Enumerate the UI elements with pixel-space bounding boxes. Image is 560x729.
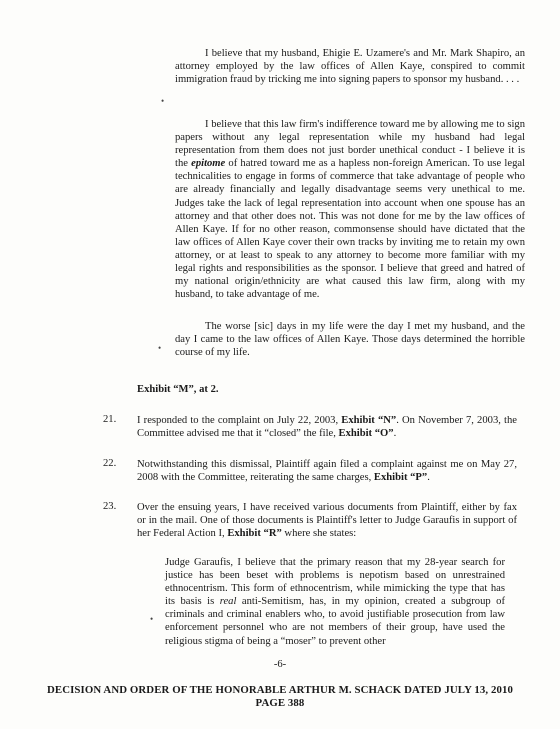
quote-paragraph-2	[175, 118, 525, 301]
quote-p2-emphasis: epitome	[191, 158, 226, 170]
paragraph-21: I responded to the complaint on July 22, 2003, Exhibit “N”. On November 7, 2003, the Committee advised me that it “closed” the file, Exhibit “O”.	[137, 415, 517, 440]
paragraph-23: Over the ensuing years, I have received various documents from Plaintiff, either by fax or in the mail. One of those documents is Plaintiff's letter to Judge Garaufis in support of her Federal Action I, Exhibit “R” where she states:	[137, 502, 517, 540]
exhibit-m-reference: Exhibit “M”, at 2.	[137, 384, 219, 395]
quote-p2-text-b: of hatred toward me as a hapless non-foreign American. To use legal technicalities to engage in forms of commerce that take advantage of people who are already financially and legally disadvantage seems very unethical to me. Judges take the lack of legal representation into account when one spouse has an attorney and that other does not. This was not done for me by the law offices of Allen Kaye. If for no other reason, commonsense should have dictated that the law offices of Allen Kaye cover their own tracks by inviting me to retain my own attorney, or at least to speak to any attorney to become more familiar with my legal rights and responsibilities as the sponsor. I believe that greed and hatred of my national origin/ethnicity are what caused this law firm, along with my husband, to take advantage of me.	[175, 158, 526, 301]
quote-paragraph-1	[175, 47, 525, 86]
stray-mark: •	[150, 614, 154, 624]
paragraph-number-23: 23.	[103, 501, 117, 512]
inner-quote: Judge Garaufis, I believe that the primary reason that my 28-year search for justice has been beset with problems is nepotism based on unrestrained ethnocentrism. This form of ethnocentrism, while mimicking the type that has its basis is real anti-Semitism, has, in my opinion, created a subgroup of criminals and criminal enablers who, to avoid justifiable prosecution from law enforcement personnel who are not members of their group, have used the religious stigma of being a “moser” to prevent other	[165, 557, 505, 647]
quote-p1-text: I believe that my husband, Ehigie E. Uzamere's and Mr. Mark Shapiro, an attorney employed by the law offices of Allen Kaye, conspired to commit immigration fraud by tricking me into signing papers to sponsor my husband. . . .	[175, 48, 525, 86]
footer-line-2: PAGE 388	[255, 697, 305, 709]
document-footer	[0, 684, 560, 710]
stray-mark: •	[158, 343, 162, 353]
exhibit-o-label: Exhibit “O”	[338, 428, 394, 440]
paragraph-number-22: 22.	[103, 458, 117, 469]
quote-p3-text: The worse [sic] days in my life were the day I met my husband, and the day I came to the law offices of Allen Kaye. Those days determined the horrible course of my life.	[175, 321, 525, 359]
page-number: -6-	[273, 659, 287, 670]
exhibit-r-label: Exhibit “R”	[227, 528, 282, 540]
paragraph-22: Notwithstanding this dismissal, Plaintiff again filed a complaint against me on May 27, 2008 with the Committee, reiterating the same charges, Exhibit “P”.	[137, 459, 517, 484]
exhibit-p-label: Exhibit “P”	[373, 472, 428, 484]
footer-line-1: DECISION AND ORDER OF THE HONORABLE ARTHUR M. SCHACK DATED JULY 13, 2010	[47, 684, 513, 696]
inner-quote-emphasis: real	[219, 596, 237, 608]
paragraph-number-21: 21.	[103, 414, 117, 425]
quote-paragraph-3	[175, 320, 525, 359]
quote-p2-text-a: I believe that this law firm's indifference toward me by allowing me to sign papers without any legal representation while my husband had legal representation from them does not just border unethical conduct - I believe it is the	[175, 119, 525, 170]
stray-mark: •	[161, 96, 165, 106]
exhibit-n-label: Exhibit “N”	[341, 415, 397, 426]
